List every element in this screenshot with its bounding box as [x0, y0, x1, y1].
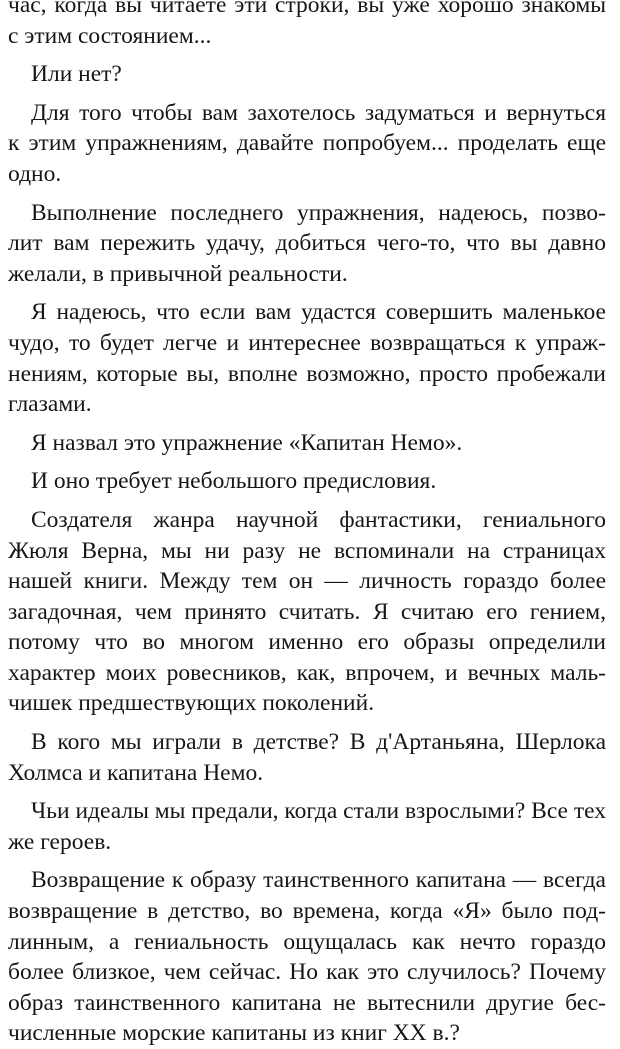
paragraph [8, 59, 606, 90]
text-line: с этим состоянием... [8, 22, 212, 49]
text-line: желали, в привычной реальности. [8, 260, 348, 287]
text-line: характер моих ровесников, как, впрочем, и вечных маль- [8, 659, 606, 686]
text-line: Я назвал это упражнение «Капитан Немо». [31, 429, 463, 456]
text-line: Выполнение последнего упражнения, надеюсь, позво- [31, 199, 606, 226]
text-line: потому что во многом именно его образы определили [8, 629, 606, 656]
paragraph [8, 98, 606, 190]
text-line: загадочная, чем принято считать. Я считаю его гением, [8, 598, 606, 625]
text-line: более близкое, чем сейчас. Но как это случилось? Почему [8, 959, 606, 986]
paragraph [8, 727, 606, 788]
paragraph [8, 297, 606, 419]
text-line: В кого мы играли в детстве? В д'Артаньяна, Шерлока [31, 729, 606, 756]
text-line: лит вам пережить удачу, добиться чего-то, что вы давно [8, 230, 606, 257]
text-line: нашей книги. Между тем он — личность гораздо более [8, 568, 606, 595]
text-line: Чьи идеалы мы предали, когда стали взрослыми? Все тех [31, 798, 606, 825]
paragraph [8, 198, 606, 290]
paragraph [8, 0, 606, 51]
text-line: к этим упражнениям, давайте попробуем... проделать еще [8, 130, 606, 157]
text-line: И оно требует небольшого предисловия. [31, 468, 437, 495]
paragraph [8, 428, 606, 459]
text-line: Холмса и капитана Немо. [8, 759, 264, 786]
paragraph [8, 466, 606, 497]
text-line: же героев. [8, 828, 112, 855]
text-line: Возвращение к образу таинственного капитана — всегда [31, 867, 606, 894]
text-line: нениям, которые вы, вполне возможно, просто пробежали [8, 360, 606, 387]
paragraph [8, 796, 606, 857]
text-line: одно. [8, 160, 62, 187]
text-line: численные морские капитаны из книг XX в.? [8, 1020, 460, 1047]
text-line: глазами. [8, 391, 92, 418]
text-line: час, когда вы читаете эти строки, вы уже хорошо знакомы [8, 0, 606, 18]
text-line: Или нет? [31, 61, 122, 88]
text-line: линным, а гениальность ощущалась как нечто гораздо [8, 928, 606, 955]
paragraph [8, 865, 606, 1049]
text-line: образ таинственного капитана не вытеснили другие бес- [8, 989, 606, 1016]
text-line: Для того чтобы вам захотелось задуматься и вернуться [31, 99, 606, 126]
text-line: чишек предшествующих поколений. [8, 690, 375, 717]
text-line: Я надеюсь, что если вам удастся совершить маленькое [31, 299, 606, 326]
paragraph [8, 505, 606, 719]
text-line: Жюля Верна, мы ни разу не вспоминали на страницах [8, 537, 606, 564]
text-line: чудо, то будет легче и интереснее возвращаться к упраж- [8, 329, 606, 356]
text-line: возвращение в детство, во времена, когда «Я» было под- [8, 898, 606, 925]
text-line: Создателя жанра научной фантастики, гениального [31, 506, 606, 533]
